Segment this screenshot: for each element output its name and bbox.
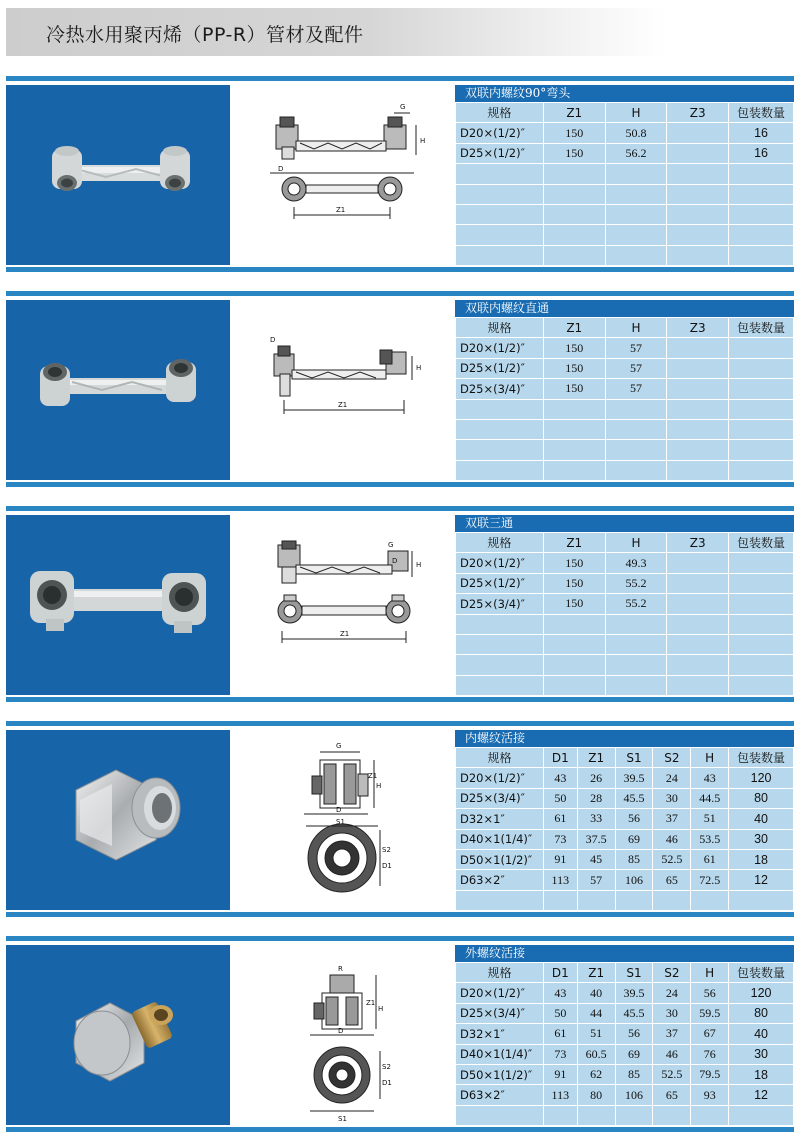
table-row: [456, 890, 794, 910]
table-row: [456, 675, 794, 695]
table-row: [456, 1085, 794, 1105]
value-cell: 37.5: [577, 829, 615, 849]
value-cell: 24: [653, 768, 691, 788]
table-row: [456, 634, 794, 654]
value-cell: [667, 358, 729, 378]
column-header: S2: [653, 748, 691, 768]
table-header-row: [456, 103, 794, 123]
value-cell: 46: [653, 1044, 691, 1064]
column-header: H: [605, 318, 667, 338]
value-cell: 39.5: [615, 983, 653, 1003]
section-bottom-bar: [6, 267, 794, 272]
value-cell: 106: [615, 870, 653, 890]
page-title: 冷热水用聚丙烯（PP-R）管材及配件: [46, 24, 364, 46]
value-cell: 26: [577, 768, 615, 788]
table-row: [456, 1044, 794, 1064]
table-row: [456, 184, 794, 204]
spec-cell: D20×(1/2)″: [456, 123, 544, 143]
table-row: [456, 809, 794, 829]
value-cell: 52.5: [653, 849, 691, 869]
table-header-row: [456, 748, 794, 768]
value-cell: 91: [543, 1064, 577, 1084]
spec-cell: D63×2″: [456, 1085, 544, 1105]
technical-drawing-double-elbow: [234, 85, 452, 265]
drawing-label: G: [336, 742, 342, 750]
table-row: [456, 1024, 794, 1044]
drawing-label: D1: [382, 862, 392, 870]
value-cell: 44.5: [691, 788, 729, 808]
value-cell: 113: [543, 1085, 577, 1105]
drawing-label: H: [416, 364, 422, 372]
pack-cell: [729, 379, 794, 399]
value-cell: 52.5: [653, 1064, 691, 1084]
pack-cell: 40: [729, 809, 794, 829]
drawing-label: D: [278, 165, 284, 173]
table-row: [456, 983, 794, 1003]
pack-cell: 16: [729, 123, 794, 143]
value-cell: 39.5: [615, 768, 653, 788]
spec-cell: D25×(3/4)″: [456, 379, 544, 399]
value-cell: 150: [543, 594, 605, 614]
technical-drawing-female-union: [234, 730, 452, 910]
value-cell: 50: [543, 788, 577, 808]
value-cell: [667, 573, 729, 593]
value-cell: 150: [543, 573, 605, 593]
table-row: [456, 788, 794, 808]
value-cell: 150: [543, 338, 605, 358]
value-cell: 56.2: [605, 143, 667, 163]
table-row: [456, 338, 794, 358]
value-cell: 150: [543, 358, 605, 378]
drawing-label: D: [338, 1027, 344, 1035]
value-cell: 150: [543, 553, 605, 573]
column-header: 规格: [456, 963, 544, 983]
value-cell: 43: [543, 768, 577, 788]
value-cell: 24: [653, 983, 691, 1003]
pack-cell: [729, 358, 794, 378]
value-cell: 57: [605, 379, 667, 399]
table-title: 外螺纹活接: [455, 945, 794, 962]
value-cell: 85: [615, 849, 653, 869]
drawing-label: D1: [382, 1079, 392, 1087]
column-header: H: [605, 533, 667, 553]
column-header: S1: [615, 963, 653, 983]
spec-cell: D40×1(1/4)″: [456, 829, 544, 849]
drawing-label: S1: [338, 1115, 347, 1123]
table-title: 双联三通: [455, 515, 794, 532]
product-photo-double-elbow: [6, 85, 230, 265]
spec-table-panel: [455, 85, 794, 265]
value-cell: 56: [615, 809, 653, 829]
table-row: [456, 358, 794, 378]
table-title: 双联内螺纹直通: [455, 300, 794, 317]
spec-table-panel: [455, 515, 794, 695]
spec-cell: D20×(1/2)″: [456, 983, 544, 1003]
value-cell: 51: [691, 809, 729, 829]
value-cell: 45.5: [615, 788, 653, 808]
column-header: 包装数量: [729, 103, 794, 123]
table-row: [456, 594, 794, 614]
column-header: H: [691, 748, 729, 768]
section-bottom-bar: [6, 1127, 794, 1132]
value-cell: 62: [577, 1064, 615, 1084]
value-cell: 37: [653, 809, 691, 829]
table-row: [456, 245, 794, 265]
table-row: [456, 379, 794, 399]
technical-drawing-double-straight: [234, 300, 452, 480]
table-row: [456, 164, 794, 184]
drawing-label: G: [388, 541, 394, 549]
value-cell: 30: [653, 788, 691, 808]
value-cell: 33: [577, 809, 615, 829]
pack-cell: 18: [729, 1064, 794, 1084]
column-header: S1: [615, 748, 653, 768]
pack-cell: 80: [729, 1003, 794, 1023]
spec-cell: D25×(3/4)″: [456, 1003, 544, 1023]
column-header: Z1: [543, 533, 605, 553]
table-row: [456, 225, 794, 245]
value-cell: 61: [691, 849, 729, 869]
section-bottom-bar: [6, 912, 794, 917]
value-cell: 45: [577, 849, 615, 869]
spec-table: [455, 102, 794, 266]
drawing-label: R: [338, 965, 343, 973]
spec-cell: D32×1″: [456, 809, 544, 829]
section-double-straight: [6, 291, 794, 491]
pack-cell: [729, 338, 794, 358]
value-cell: 44: [577, 1003, 615, 1023]
value-cell: 45.5: [615, 1003, 653, 1023]
pack-cell: 80: [729, 788, 794, 808]
technical-drawing-double-tee: [234, 515, 452, 695]
value-cell: 73: [543, 829, 577, 849]
drawing-label: D: [336, 806, 342, 814]
table-header-row: [456, 318, 794, 338]
value-cell: 55.2: [605, 594, 667, 614]
pack-cell: [729, 573, 794, 593]
spec-table: [455, 317, 794, 481]
value-cell: 40: [577, 983, 615, 1003]
pack-cell: 18: [729, 849, 794, 869]
column-header: Z1: [543, 103, 605, 123]
spec-cell: D32×1″: [456, 1024, 544, 1044]
column-header: H: [605, 103, 667, 123]
section-top-bar: [6, 506, 794, 511]
page-header: [6, 8, 666, 56]
drawing-label: S1: [336, 818, 345, 826]
product-photo-double-tee: [6, 515, 230, 695]
value-cell: 60.5: [577, 1044, 615, 1064]
value-cell: 56: [615, 1024, 653, 1044]
table-row: [456, 419, 794, 439]
drawing-label: G: [400, 103, 406, 111]
product-photo-male-union: [6, 945, 230, 1125]
table-title: 内螺纹活接: [455, 730, 794, 747]
column-header: S2: [653, 963, 691, 983]
value-cell: 61: [543, 809, 577, 829]
value-cell: 69: [615, 829, 653, 849]
value-cell: 73: [543, 1044, 577, 1064]
value-cell: 91: [543, 849, 577, 869]
value-cell: 57: [605, 358, 667, 378]
value-cell: 79.5: [691, 1064, 729, 1084]
value-cell: 150: [543, 379, 605, 399]
drawing-label: S2: [382, 846, 391, 854]
column-header: H: [691, 963, 729, 983]
table-row: [456, 1003, 794, 1023]
drawing-label: S2: [382, 1063, 391, 1071]
value-cell: 50.8: [605, 123, 667, 143]
value-cell: 50: [543, 1003, 577, 1023]
column-header: 包装数量: [729, 748, 794, 768]
spec-cell: D25×(3/4)″: [456, 788, 544, 808]
pack-cell: 30: [729, 829, 794, 849]
column-header: Z3: [667, 533, 729, 553]
table-row: [456, 614, 794, 634]
spec-cell: D20×(1/2)″: [456, 553, 544, 573]
section-female-union: [6, 721, 794, 921]
table-row: [456, 870, 794, 890]
table-header-row: [456, 963, 794, 983]
section-double-elbow: [6, 76, 794, 276]
value-cell: 61: [543, 1024, 577, 1044]
column-header: D1: [543, 748, 577, 768]
spec-table: [455, 747, 794, 911]
drawing-label: Z1: [366, 999, 376, 1007]
column-header: 包装数量: [729, 963, 794, 983]
table-row: [456, 768, 794, 788]
column-header: 规格: [456, 533, 544, 553]
pack-cell: 120: [729, 983, 794, 1003]
value-cell: 93: [691, 1085, 729, 1105]
column-header: 包装数量: [729, 318, 794, 338]
pack-cell: 12: [729, 870, 794, 890]
table-row: [456, 849, 794, 869]
value-cell: 56: [691, 983, 729, 1003]
column-header: 规格: [456, 748, 544, 768]
value-cell: 57: [605, 338, 667, 358]
column-header: Z3: [667, 318, 729, 338]
table-row: [456, 460, 794, 480]
table-row: [456, 143, 794, 163]
pack-cell: [729, 594, 794, 614]
table-row: [456, 123, 794, 143]
spec-cell: D25×(1/2)″: [456, 573, 544, 593]
column-header: Z1: [577, 963, 615, 983]
spec-cell: D63×2″: [456, 870, 544, 890]
spec-table: [455, 962, 794, 1126]
spec-cell: D20×(1/2)″: [456, 338, 544, 358]
pack-cell: 30: [729, 1044, 794, 1064]
value-cell: [667, 594, 729, 614]
table-row: [456, 655, 794, 675]
pack-cell: 40: [729, 1024, 794, 1044]
drawing-label: D: [392, 557, 398, 565]
value-cell: 53.5: [691, 829, 729, 849]
column-header: Z1: [577, 748, 615, 768]
value-cell: 72.5: [691, 870, 729, 890]
value-cell: 106: [615, 1085, 653, 1105]
pack-cell: 120: [729, 768, 794, 788]
value-cell: 43: [543, 983, 577, 1003]
column-header: 包装数量: [729, 533, 794, 553]
column-header: 规格: [456, 103, 544, 123]
value-cell: 113: [543, 870, 577, 890]
drawing-label: H: [420, 137, 426, 145]
value-cell: 49.3: [605, 553, 667, 573]
spec-table: [455, 532, 794, 696]
spec-cell: D20×(1/2)″: [456, 768, 544, 788]
table-title: 双联内螺纹90°弯头: [455, 85, 794, 102]
value-cell: 67: [691, 1024, 729, 1044]
value-cell: [667, 379, 729, 399]
spec-cell: D50×1(1/2)″: [456, 1064, 544, 1084]
table-header-row: [456, 533, 794, 553]
drawing-label: H: [416, 561, 422, 569]
product-photo-double-straight: [6, 300, 230, 480]
value-cell: [667, 338, 729, 358]
section-top-bar: [6, 76, 794, 81]
drawing-label: D: [270, 336, 276, 344]
spec-cell: D40×1(1/4)″: [456, 1044, 544, 1064]
spec-table-panel: [455, 945, 794, 1125]
table-row: [456, 573, 794, 593]
spec-cell: D25×(1/2)″: [456, 143, 544, 163]
value-cell: [667, 143, 729, 163]
product-photo-female-union: [6, 730, 230, 910]
table-row: [456, 440, 794, 460]
column-header: Z3: [667, 103, 729, 123]
section-top-bar: [6, 291, 794, 296]
value-cell: 51: [577, 1024, 615, 1044]
spec-table-panel: [455, 300, 794, 480]
value-cell: 37: [653, 1024, 691, 1044]
column-header: Z1: [543, 318, 605, 338]
value-cell: 46: [653, 829, 691, 849]
value-cell: 150: [543, 123, 605, 143]
column-header: D1: [543, 963, 577, 983]
drawing-label: Z1: [340, 630, 350, 638]
pack-cell: [729, 553, 794, 573]
value-cell: [667, 553, 729, 573]
section-bottom-bar: [6, 697, 794, 702]
value-cell: 65: [653, 870, 691, 890]
value-cell: 59.5: [691, 1003, 729, 1023]
value-cell: [667, 123, 729, 143]
value-cell: 65: [653, 1085, 691, 1105]
drawing-label: H: [376, 782, 382, 790]
section-double-tee: [6, 506, 794, 706]
table-row: [456, 829, 794, 849]
table-row: [456, 204, 794, 224]
value-cell: 43: [691, 768, 729, 788]
value-cell: 28: [577, 788, 615, 808]
drawing-label: Z1: [336, 206, 346, 214]
table-row: [456, 1105, 794, 1125]
section-top-bar: [6, 936, 794, 941]
value-cell: 69: [615, 1044, 653, 1064]
spec-cell: D50×1(1/2)″: [456, 849, 544, 869]
value-cell: 150: [543, 143, 605, 163]
drawing-label: Z1: [368, 772, 378, 780]
section-bottom-bar: [6, 482, 794, 487]
technical-drawing-male-union: [234, 945, 452, 1125]
value-cell: 85: [615, 1064, 653, 1084]
drawing-label: H: [378, 1005, 384, 1013]
value-cell: 30: [653, 1003, 691, 1023]
pack-cell: 12: [729, 1085, 794, 1105]
drawing-label: Z1: [338, 401, 348, 409]
value-cell: 76: [691, 1044, 729, 1064]
spec-cell: D25×(1/2)″: [456, 358, 544, 378]
section-top-bar: [6, 721, 794, 726]
value-cell: 57: [577, 870, 615, 890]
table-row: [456, 1064, 794, 1084]
pack-cell: 16: [729, 143, 794, 163]
spec-table-panel: [455, 730, 794, 910]
spec-cell: D25×(3/4)″: [456, 594, 544, 614]
value-cell: 55.2: [605, 573, 667, 593]
value-cell: 80: [577, 1085, 615, 1105]
column-header: 规格: [456, 318, 544, 338]
table-row: [456, 553, 794, 573]
section-male-union: [6, 936, 794, 1136]
table-row: [456, 399, 794, 419]
